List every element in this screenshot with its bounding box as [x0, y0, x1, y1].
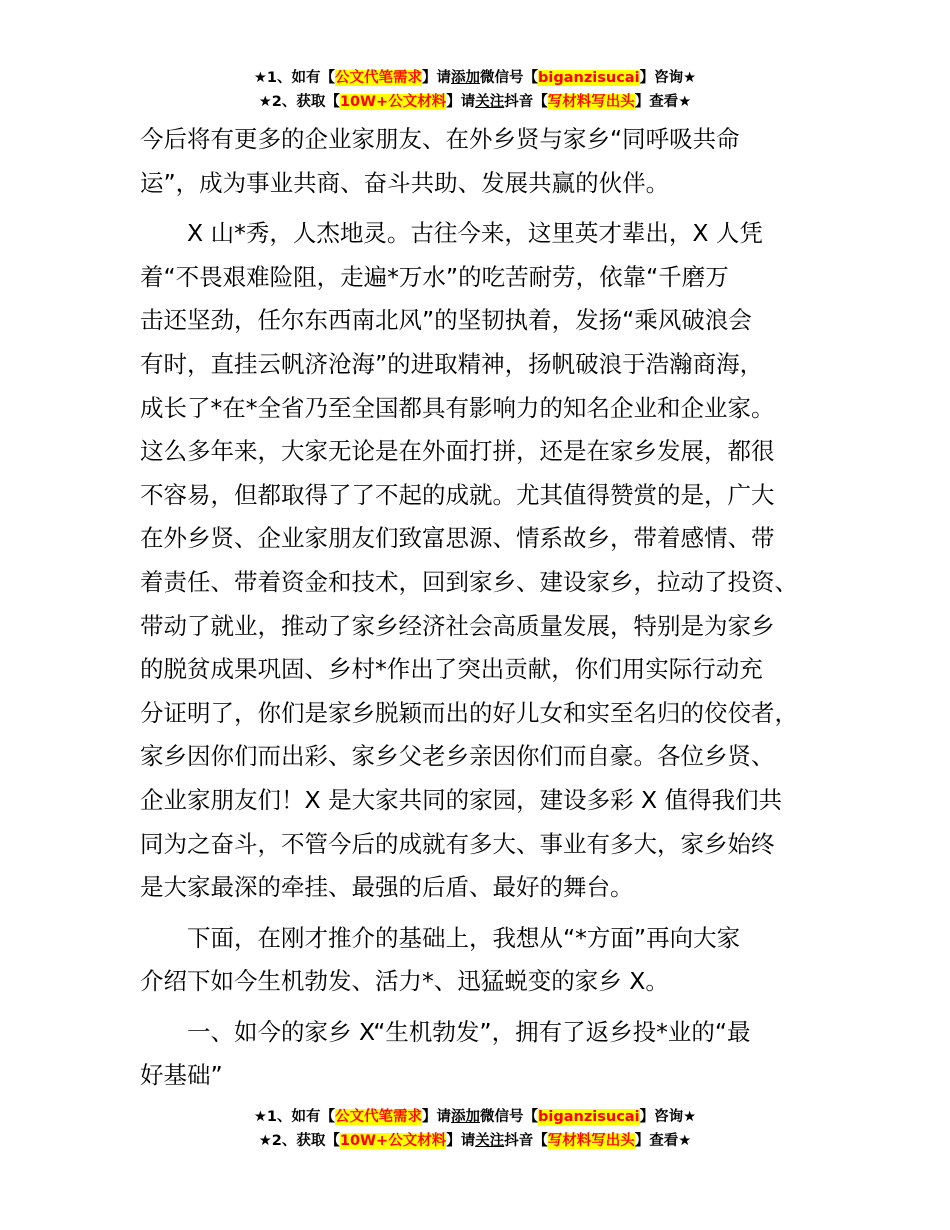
banner-text: 】请	[422, 70, 452, 86]
text-line: 今后将有更多的企业家朋友、在外乡贤与家乡“同呼吸共命	[140, 125, 740, 153]
banner-underline: 添加	[451, 1109, 481, 1125]
banner-text: 】咨询★	[639, 70, 697, 86]
text-line: 在外乡贤、企业家朋友们致富思源、情系故乡，带着感情、带	[140, 524, 775, 553]
text-line: 击还坚劲，任尔东西南北风”的坚韧执着，发扬“乘风破浪会	[140, 306, 752, 335]
banner-highlight-wechat-id: biganzisucai	[538, 70, 640, 86]
text-line: X 山*秀，人杰地灵。古往今来，这里英才辈出，X 人凭	[187, 219, 763, 248]
banner-underline: 关注	[475, 1133, 505, 1149]
banner-text: 】查看★	[634, 1133, 692, 1149]
text-line: 好基础”	[140, 1061, 223, 1090]
text-line: 运”，成为事业共商、奋斗共助、发展共赢的伙伴。	[140, 168, 670, 197]
banner-text: 】请	[422, 1109, 452, 1125]
text-line: 家乡因你们而出彩、家乡父老乡亲因你们而自豪。各位乡贤、	[140, 742, 775, 771]
text-line: 同为之奋斗，不管今后的成就有多大、事业有多大，家乡始终	[140, 829, 775, 858]
banner-line-1	[0, 66, 950, 90]
text-line: 有时，直挂云帆济沧海”的进取精神，扬帆破浪于浩瀚商海，	[140, 349, 764, 378]
banner-highlight-douyin: 写材料写出头	[547, 94, 635, 110]
banner-text: 】请	[446, 1133, 476, 1149]
paragraph-2	[140, 212, 840, 910]
banner-highlight-service: 公文代笔需求	[335, 1109, 423, 1125]
text-line: 企业家朋友们！X 是大家共同的家园，建设多彩 X 值得我们共	[140, 785, 783, 814]
text-line: 带动了就业，推动了家乡经济社会高质量发展，特别是为家乡	[140, 611, 775, 640]
text-line: 着“不畏艰难险阻，走遍*万水”的吃苦耐劳，依靠“千磨万	[140, 262, 729, 291]
banner-line-2	[0, 90, 950, 114]
paragraph-3	[140, 917, 840, 1004]
banner-text: ★1、如有【	[253, 70, 336, 86]
document-body	[140, 118, 840, 1098]
banner-text: 】咨询★	[639, 1109, 697, 1125]
banner-text: 微信号【	[480, 70, 539, 86]
banner-line-1	[0, 1105, 950, 1129]
banner-highlight-materials: 10W+公文材料	[339, 94, 447, 110]
text-line: 不容易，但都取得了了不起的成就。尤其值得赞赏的是，广大	[140, 480, 775, 509]
text-line: 的脱贫成果巩固、乡村*作出了突出贡献，你们用实际行动充	[140, 655, 763, 684]
header-banner	[0, 66, 950, 114]
banner-text: ★2、获取【	[258, 1133, 340, 1149]
banner-line-2	[0, 1129, 950, 1153]
banner-text: 抖音【	[504, 94, 548, 110]
text-line: 成长了*在*全省乃至全国都具有影响力的知名企业和企业家。	[140, 393, 775, 422]
banner-highlight-douyin: 写材料写出头	[547, 1133, 635, 1149]
banner-highlight-wechat-id: biganzisucai	[538, 1109, 640, 1125]
banner-text: ★1、如有【	[253, 1109, 336, 1125]
text-line: 分证明了，你们是家乡脱颖而出的好儿女和实至名归的佼佼者，	[140, 698, 798, 727]
banner-text: 抖音【	[504, 1133, 548, 1149]
text-line: 介绍下如今生机勃发、活力*、迅猛蜕变的家乡 X。	[140, 967, 669, 996]
banner-text: 】请	[446, 94, 476, 110]
banner-highlight-service: 公文代笔需求	[335, 70, 423, 86]
banner-underline: 关注	[475, 94, 505, 110]
banner-text: 微信号【	[480, 1109, 539, 1125]
text-line: 这么多年来，大家无论是在外面打拼，还是在家乡发展，都很	[140, 437, 775, 466]
paragraph-1	[140, 118, 840, 205]
text-line: 下面，在刚才推介的基础上，我想从“*方面”再向大家	[187, 923, 741, 952]
section-heading	[140, 1011, 840, 1098]
text-line: 一、如今的家乡 X“生机勃发”，拥有了返乡投*业的“最	[187, 1017, 751, 1046]
banner-text: ★2、获取【	[258, 94, 340, 110]
banner-text: 】查看★	[634, 94, 692, 110]
banner-highlight-materials: 10W+公文材料	[339, 1133, 447, 1149]
text-line: 是大家最深的牵挂、最强的后盾、最好的舞台。	[140, 873, 634, 902]
banner-underline: 添加	[451, 70, 481, 86]
text-line: 着责任、带着资金和技术，回到家乡、建设家乡，拉动了投资、	[140, 567, 798, 596]
footer-banner	[0, 1105, 950, 1153]
